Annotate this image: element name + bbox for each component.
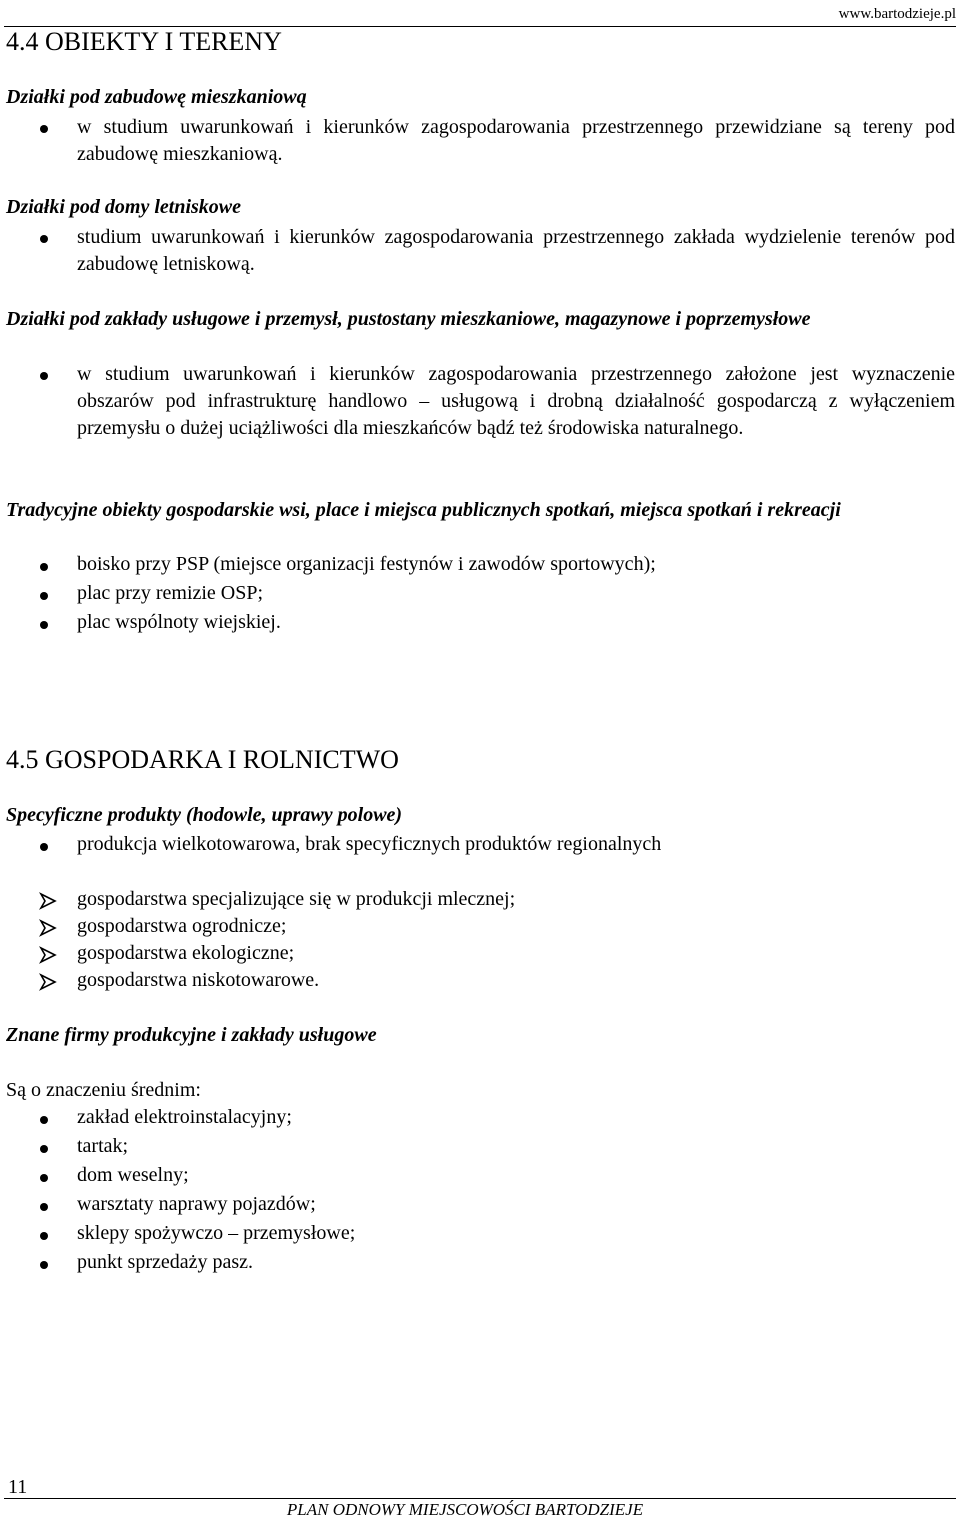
list-item: gospodarstwa ekologiczne; <box>77 942 295 964</box>
list-item: gospodarstwa niskotowarowe. <box>77 969 320 991</box>
site-url: www.bartodzieje.pl <box>838 6 956 22</box>
heading-uslugowe: Działki pod zakłady usługowe i przemysł, pustostany mieszkaniowe, magazynowe i poprzemysłowe <box>6 308 811 330</box>
bullet-icon <box>40 1232 48 1240</box>
bullet-icon <box>40 563 48 571</box>
arrow-bullet-icon <box>38 891 58 911</box>
bullet-icon <box>40 592 48 600</box>
bullet-icon <box>40 843 48 851</box>
list-item: plac przy remizie OSP; <box>77 582 264 604</box>
footer-title: PLAN ODNOWY MIEJSCOWOŚCI BARTODZIEJE <box>286 1500 644 1519</box>
bullet-icon <box>40 125 48 133</box>
list-item: w studium uwarunkowań i kierunków zagospodarowania przestrzennego założone jest wyznaczenie obszarów pod infrastrukturę handlowo – usługową i drobną działalność gospodarczą z wyłączeniem przemysłu o dużej uciążliwości dla mieszkańców bądź też środowiska naturalnego. <box>77 363 955 439</box>
list-item: tartak; <box>77 1135 129 1157</box>
list-item: studium uwarunkowań i kierunków zagospodarowania przestrzennego zakłada wydzielenie terenów pod zabudowę letniskową. <box>77 226 955 275</box>
bullet-icon <box>40 1261 48 1269</box>
list-item: sklepy spożywczo – przemysłowe; <box>77 1222 356 1244</box>
heading-specyficzne: Specyficzne produkty (hodowle, uprawy polowe) <box>6 804 403 826</box>
arrow-bullet-icon <box>38 945 58 965</box>
bullet-icon <box>40 621 48 629</box>
list-item: w studium uwarunkowań i kierunków zagospodarowania przestrzennego przewidziane są tereny pod zabudowę mieszkaniową. <box>77 116 955 165</box>
heading-mieszkaniowa: Działki pod zabudowę mieszkaniową <box>6 86 307 108</box>
bullet-icon <box>40 1116 48 1124</box>
list-item: punkt sprzedaży pasz. <box>77 1251 254 1273</box>
page-number: 11 <box>8 1476 28 1498</box>
list-item: dom weselny; <box>77 1164 189 1186</box>
heading-tradycyjne: Tradycyjne obiekty gospodarskie wsi, place i miejsca publicznych spotkań, miejsca spotkań i rekreacji <box>6 499 841 521</box>
heading-firmy: Znane firmy produkcyjne i zakłady usługowe <box>6 1024 377 1046</box>
firmy-intro: Są o znaczeniu średnim: <box>6 1079 201 1101</box>
list-item: warsztaty naprawy pojazdów; <box>77 1193 316 1215</box>
list-item: zakład elektroinstalacyjny; <box>77 1106 292 1128</box>
list-item: gospodarstwa specjalizujące się w produkcji mlecznej; <box>77 888 516 910</box>
footer-rule <box>4 1498 956 1499</box>
bullet-icon <box>40 1145 48 1153</box>
list-item: gospodarstwa ogrodnicze; <box>77 915 287 937</box>
bullet-icon <box>40 372 48 380</box>
section-title-4-4: 4.4 OBIEKTY I TERENY <box>6 27 282 56</box>
list-item: boisko przy PSP (miejsce organizacji festynów i zawodów sportowych); <box>77 553 656 575</box>
arrow-bullet-icon <box>38 918 58 938</box>
heading-letniskowe: Działki pod domy letniskowe <box>6 196 241 218</box>
arrow-bullet-icon <box>38 972 58 992</box>
bullet-icon <box>40 235 48 243</box>
list-item: produkcja wielkotowarowa, brak specyficznych produktów regionalnych <box>77 833 662 855</box>
list-item: plac wspólnoty wiejskiej. <box>77 611 281 633</box>
bullet-icon <box>40 1174 48 1182</box>
bullet-icon <box>40 1203 48 1211</box>
section-title-4-5: 4.5 GOSPODARKA I ROLNICTWO <box>6 745 399 774</box>
